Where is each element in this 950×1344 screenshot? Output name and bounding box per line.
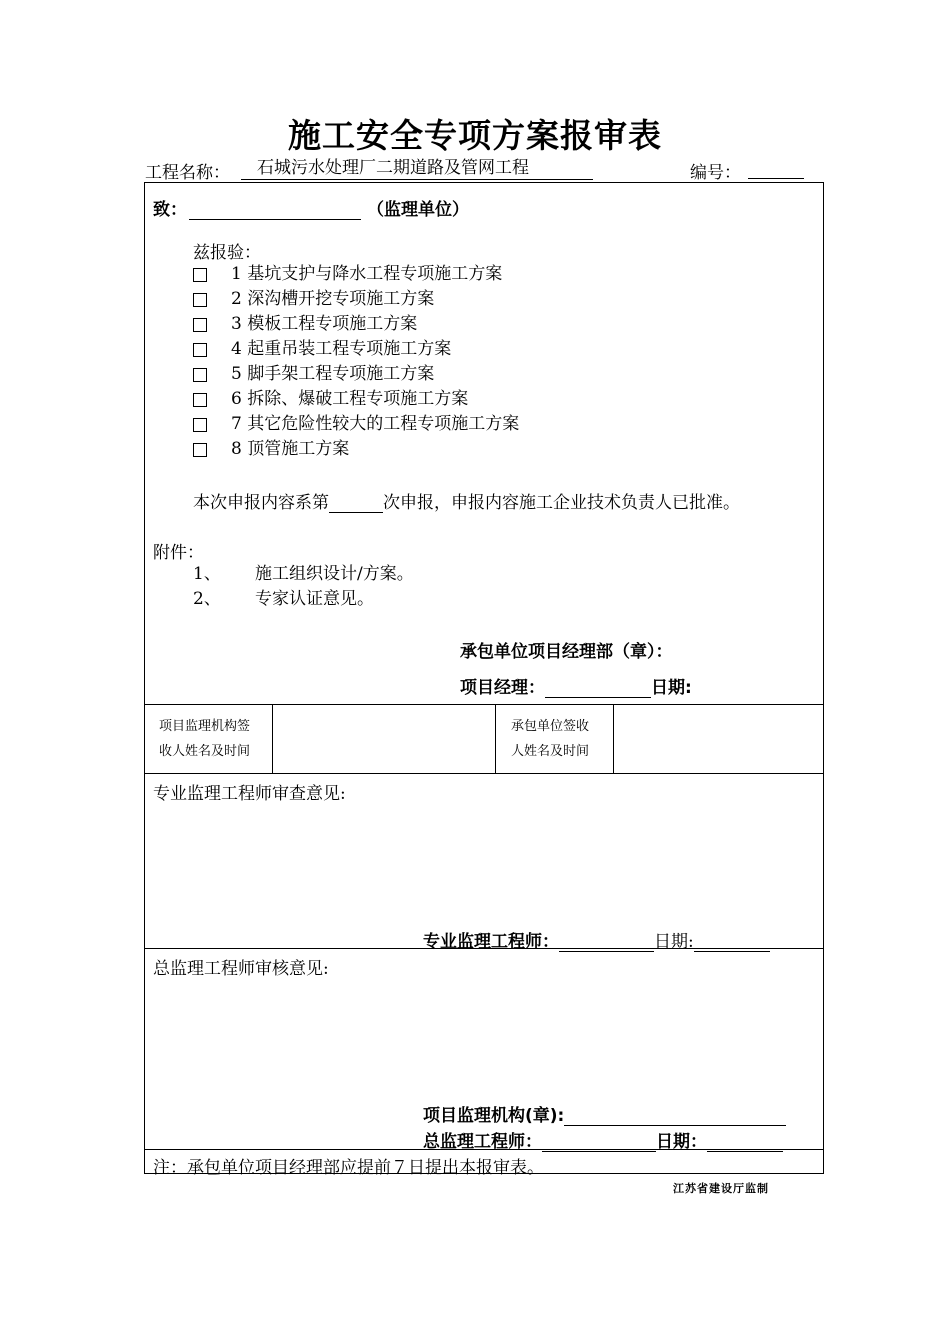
- attachments-list: [193, 562, 414, 612]
- label-line: 收人姓名及时间: [159, 744, 251, 759]
- checklist-item-label: 8 顶管施工方案: [231, 439, 350, 459]
- issuer-footer: 江苏省建设厅监制: [673, 1182, 769, 1195]
- supervision-org-sign-row: [423, 1101, 786, 1126]
- checklist-item: [193, 262, 519, 287]
- checklist-item: [193, 312, 519, 337]
- to-prefix: 致：: [153, 200, 187, 220]
- checkbox[interactable]: [193, 343, 207, 357]
- to-suffix: （监理单位）: [367, 200, 469, 220]
- specialist-date-field[interactable]: [694, 933, 770, 952]
- supervisor-receipt-field[interactable]: [275, 707, 493, 771]
- attachments-heading: 附件：: [153, 543, 204, 563]
- checkbox[interactable]: [193, 443, 207, 457]
- project-name-label: 工程名称：: [145, 163, 230, 183]
- checklist-item: [193, 287, 519, 312]
- checklist-item-label: 4 起重吊装工程专项施工方案: [231, 339, 452, 359]
- attachment-text: 专家认证意见。: [255, 589, 374, 609]
- attachment-text: 施工组织设计/方案。: [255, 564, 414, 584]
- checklist-item-label: 2 深沟槽开挖专项施工方案: [231, 289, 435, 309]
- divider: [272, 704, 273, 773]
- date-label: 日期:: [651, 678, 692, 698]
- checkbox[interactable]: [193, 268, 207, 282]
- page-title: 施工安全专项方案报审表: [288, 116, 662, 155]
- checkbox[interactable]: [193, 368, 207, 382]
- form-table: [144, 182, 824, 1178]
- submission-count-field[interactable]: [329, 494, 383, 513]
- checklist-item-label: 1 基坑支护与降水工程专项施工方案: [231, 264, 503, 284]
- divider: [145, 704, 823, 705]
- note: 注：承包单位项目经理部应提前７日提出本报审表。: [153, 1158, 544, 1178]
- checklist-item: [193, 362, 519, 387]
- attachment-number: 1、: [193, 564, 221, 584]
- meta-row: [145, 158, 825, 182]
- project-manager-sign-row: [460, 673, 692, 698]
- checkbox[interactable]: [193, 318, 207, 332]
- divider: [145, 948, 823, 949]
- declaration: [193, 488, 740, 513]
- label-line: 项目监理机构签: [159, 719, 251, 734]
- label-line: 人姓名及时间: [511, 744, 590, 759]
- code-label: 编号：: [690, 163, 741, 183]
- date-label: 日期:: [654, 932, 694, 952]
- checkbox[interactable]: [193, 393, 207, 407]
- supervisor-receipt-label: [159, 714, 250, 764]
- checklist-item-label: 5 脚手架工程专项施工方案: [231, 364, 435, 384]
- project-manager-field[interactable]: [545, 679, 651, 698]
- checkbox[interactable]: [193, 293, 207, 307]
- label-line: 承包单位签收: [511, 719, 590, 734]
- declaration-text-after: 次申报，申报内容施工企业技术负责人已批准。: [383, 493, 740, 513]
- addressee-row: [153, 195, 469, 220]
- contractor-receipt-field[interactable]: [616, 707, 821, 771]
- supervision-org-label: 项目监理机构(章):: [423, 1106, 565, 1126]
- checklist-item: [193, 387, 519, 412]
- report-heading: 兹报验：: [193, 243, 261, 263]
- date-label: 日期：: [656, 1132, 707, 1152]
- checklist-item-label: 6 拆除、爆破工程专项施工方案: [231, 389, 469, 409]
- contractor-dept-seal: 承包单位项目经理部（章）：: [460, 642, 673, 662]
- checklist-item: [193, 412, 519, 437]
- supervisor-unit-field[interactable]: [189, 201, 361, 220]
- attachment-number: 2、: [193, 589, 221, 609]
- contractor-receipt-label: [511, 714, 589, 764]
- attachment-item: [193, 587, 414, 612]
- divider: [145, 1149, 823, 1150]
- specialist-review-heading: 专业监理工程师审查意见:: [153, 784, 346, 804]
- checklist-item-label: 7 其它危险性较大的工程专项施工方案: [231, 414, 520, 434]
- checklist-item-label: 3 模板工程专项施工方案: [231, 314, 418, 334]
- chief-review-heading: 总监理工程师审核意见:: [153, 959, 329, 979]
- declaration-text-before: 本次申报内容系第: [193, 493, 329, 513]
- divider: [145, 773, 823, 774]
- checklist-item: [193, 437, 519, 462]
- specialist-engineer-field[interactable]: [559, 933, 654, 952]
- project-name-field[interactable]: 石城污水处理厂二期道路及管网工程: [241, 158, 593, 180]
- checklist-item: [193, 337, 519, 362]
- project-manager-label: 项目经理：: [460, 678, 545, 698]
- specialist-engineer-label: 专业监理工程师：: [423, 932, 559, 952]
- supervision-org-field[interactable]: [564, 1107, 786, 1126]
- plan-checklist: [193, 262, 519, 462]
- divider: [495, 704, 496, 773]
- divider: [613, 704, 614, 773]
- chief-engineer-label: 总监理工程师：: [423, 1132, 542, 1152]
- code-field[interactable]: [748, 158, 804, 179]
- attachment-item: [193, 562, 414, 587]
- checkbox[interactable]: [193, 418, 207, 432]
